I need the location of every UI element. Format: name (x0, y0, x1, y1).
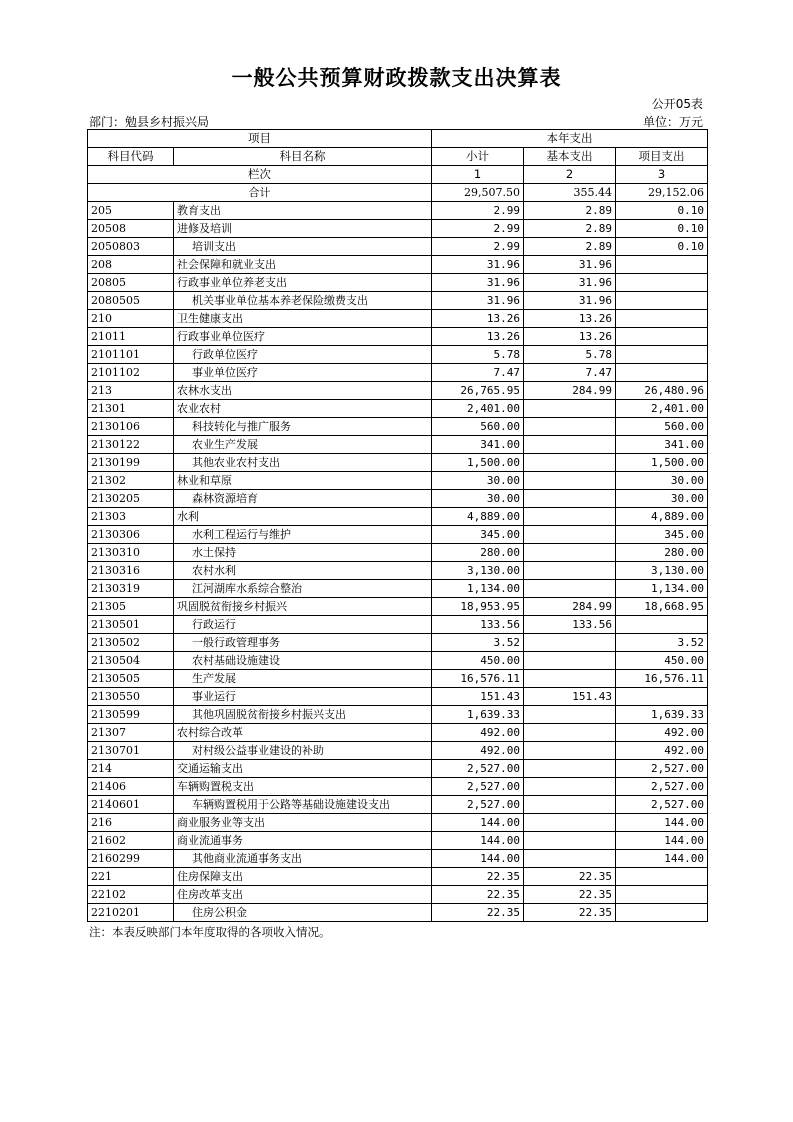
row-project: 4,889.00 (616, 508, 708, 526)
row-project (616, 364, 708, 382)
table-row (88, 832, 708, 850)
table-row (88, 688, 708, 706)
table-row (88, 508, 708, 526)
row-subtotal: 2.99 (432, 238, 524, 256)
row-subtotal: 1,500.00 (432, 454, 524, 472)
unit-label: 单位：万元 (642, 115, 703, 129)
row-subtotal: 1,639.33 (432, 706, 524, 724)
row-basic (524, 850, 616, 868)
row-subtotal: 18,953.95 (432, 598, 524, 616)
row-basic (524, 472, 616, 490)
row-project: 345.00 (616, 526, 708, 544)
column-number-1: 1 (432, 166, 524, 184)
row-code: 2160299 (88, 850, 174, 868)
table-row (88, 886, 708, 904)
row-name: 社会保障和就业支出 (174, 256, 432, 274)
footnote: 注：本表反映部门本年度取得的各项收入情况。 (89, 925, 331, 939)
table-row (88, 526, 708, 544)
column-number-label: 栏次 (88, 166, 432, 184)
row-subtotal: 2.99 (432, 220, 524, 238)
table-row (88, 562, 708, 580)
row-name: 卫生健康支出 (174, 310, 432, 328)
row-name: 水土保持 (174, 544, 432, 562)
department-label: 部门：勉县乡村振兴局 (89, 115, 210, 129)
row-project (616, 346, 708, 364)
row-code: 2101102 (88, 364, 174, 382)
row-subtotal: 2,527.00 (432, 796, 524, 814)
row-code: 2130319 (88, 580, 174, 598)
total-basic: 355.44 (524, 184, 616, 202)
row-basic (524, 670, 616, 688)
table-row (88, 418, 708, 436)
row-basic: 22.35 (524, 904, 616, 922)
table-row (88, 706, 708, 724)
row-basic (524, 454, 616, 472)
row-project: 280.00 (616, 544, 708, 562)
row-subtotal: 3.52 (432, 634, 524, 652)
row-subtotal: 2.99 (432, 202, 524, 220)
row-code: 21406 (88, 778, 174, 796)
row-name: 农业农村 (174, 400, 432, 418)
row-subtotal: 2,527.00 (432, 778, 524, 796)
header-row-3 (88, 166, 708, 184)
row-subtotal: 7.47 (432, 364, 524, 382)
row-name: 交通运输支出 (174, 760, 432, 778)
total-project: 29,152.06 (616, 184, 708, 202)
row-code: 2210201 (88, 904, 174, 922)
row-project: 492.00 (616, 742, 708, 760)
total-row (88, 184, 708, 202)
row-project (616, 886, 708, 904)
row-basic: 22.35 (524, 886, 616, 904)
row-code: 2130316 (88, 562, 174, 580)
row-project: 18,668.95 (616, 598, 708, 616)
row-project: 144.00 (616, 850, 708, 868)
row-subtotal: 4,889.00 (432, 508, 524, 526)
row-code: 21303 (88, 508, 174, 526)
row-name: 机关事业单位基本养老保险缴费支出 (174, 292, 432, 310)
row-project: 2,401.00 (616, 400, 708, 418)
row-code: 2130310 (88, 544, 174, 562)
table-row (88, 346, 708, 364)
row-name: 商业服务业等支出 (174, 814, 432, 832)
row-subtotal: 144.00 (432, 814, 524, 832)
expenditure-table (87, 129, 708, 922)
row-subtotal: 450.00 (432, 652, 524, 670)
table-row (88, 634, 708, 652)
row-code: 2130599 (88, 706, 174, 724)
row-subtotal: 22.35 (432, 904, 524, 922)
header-current-year: 本年支出 (432, 130, 708, 148)
row-basic: 2.89 (524, 238, 616, 256)
row-project: 492.00 (616, 724, 708, 742)
header-row-2 (88, 148, 708, 166)
row-code: 2130122 (88, 436, 174, 454)
row-project (616, 688, 708, 706)
row-name: 事业运行 (174, 688, 432, 706)
row-basic: 22.35 (524, 868, 616, 886)
row-name: 行政事业单位养老支出 (174, 274, 432, 292)
row-code: 214 (88, 760, 174, 778)
row-code: 221 (88, 868, 174, 886)
row-basic: 133.56 (524, 616, 616, 634)
row-basic (524, 652, 616, 670)
table-row (88, 778, 708, 796)
row-project (616, 616, 708, 634)
table-row (88, 256, 708, 274)
table-row (88, 490, 708, 508)
table-row (88, 616, 708, 634)
table-row (88, 742, 708, 760)
row-basic (524, 778, 616, 796)
row-project (616, 292, 708, 310)
row-project: 144.00 (616, 832, 708, 850)
form-code: 公开05表 (651, 97, 703, 111)
row-name: 培训支出 (174, 238, 432, 256)
row-code: 2130205 (88, 490, 174, 508)
row-name: 住房改革支出 (174, 886, 432, 904)
table-row (88, 670, 708, 688)
row-project: 16,576.11 (616, 670, 708, 688)
row-code: 20805 (88, 274, 174, 292)
column-number-2: 2 (524, 166, 616, 184)
table-row (88, 652, 708, 670)
row-name: 行政运行 (174, 616, 432, 634)
header-name: 科目名称 (174, 148, 432, 166)
row-subtotal: 341.00 (432, 436, 524, 454)
row-basic (524, 760, 616, 778)
row-subtotal: 13.26 (432, 328, 524, 346)
row-code: 21011 (88, 328, 174, 346)
table-row (88, 400, 708, 418)
table-row (88, 796, 708, 814)
total-label: 合计 (88, 184, 432, 202)
row-code: 2130701 (88, 742, 174, 760)
row-code: 2130505 (88, 670, 174, 688)
row-name: 生产发展 (174, 670, 432, 688)
row-name: 行政单位医疗 (174, 346, 432, 364)
row-basic (524, 418, 616, 436)
row-project: 1,500.00 (616, 454, 708, 472)
row-project (616, 904, 708, 922)
row-code: 216 (88, 814, 174, 832)
row-project: 1,639.33 (616, 706, 708, 724)
row-name: 住房保障支出 (174, 868, 432, 886)
table-row (88, 364, 708, 382)
row-project: 450.00 (616, 652, 708, 670)
row-name: 巩固脱贫衔接乡村振兴 (174, 598, 432, 616)
row-project: 30.00 (616, 490, 708, 508)
row-name: 一般行政管理事务 (174, 634, 432, 652)
row-code: 205 (88, 202, 174, 220)
row-code: 2130550 (88, 688, 174, 706)
row-name: 农村综合改革 (174, 724, 432, 742)
row-basic (524, 544, 616, 562)
table-row (88, 454, 708, 472)
row-basic: 284.99 (524, 382, 616, 400)
row-name: 行政事业单位医疗 (174, 328, 432, 346)
row-subtotal: 5.78 (432, 346, 524, 364)
row-project: 30.00 (616, 472, 708, 490)
row-project (616, 868, 708, 886)
row-subtotal: 2,527.00 (432, 760, 524, 778)
row-project: 560.00 (616, 418, 708, 436)
page-title: 一般公共预算财政拨款支出决算表 (231, 66, 562, 90)
row-subtotal: 30.00 (432, 472, 524, 490)
table-row (88, 904, 708, 922)
column-number-3: 3 (616, 166, 708, 184)
header-item: 项目 (88, 130, 432, 148)
row-basic (524, 400, 616, 418)
row-basic: 31.96 (524, 256, 616, 274)
row-project: 0.10 (616, 238, 708, 256)
row-name: 其他农业农村支出 (174, 454, 432, 472)
row-basic: 7.47 (524, 364, 616, 382)
row-code: 21305 (88, 598, 174, 616)
row-project: 3,130.00 (616, 562, 708, 580)
table-row (88, 292, 708, 310)
table-row (88, 382, 708, 400)
row-subtotal: 133.56 (432, 616, 524, 634)
row-name: 对村级公益事业建设的补助 (174, 742, 432, 760)
table-row (88, 238, 708, 256)
header-subtotal: 小计 (432, 148, 524, 166)
row-name: 教育支出 (174, 202, 432, 220)
row-basic (524, 562, 616, 580)
row-name: 农业生产发展 (174, 436, 432, 454)
row-project: 341.00 (616, 436, 708, 454)
row-basic (524, 526, 616, 544)
row-subtotal: 1,134.00 (432, 580, 524, 598)
row-basic: 284.99 (524, 598, 616, 616)
row-basic: 5.78 (524, 346, 616, 364)
row-subtotal: 151.43 (432, 688, 524, 706)
row-subtotal: 22.35 (432, 868, 524, 886)
row-name: 森林资源培育 (174, 490, 432, 508)
row-name: 其他商业流通事务支出 (174, 850, 432, 868)
row-code: 2130501 (88, 616, 174, 634)
row-name: 农林水支出 (174, 382, 432, 400)
row-basic (524, 490, 616, 508)
row-name: 农村水利 (174, 562, 432, 580)
row-subtotal: 22.35 (432, 886, 524, 904)
row-code: 208 (88, 256, 174, 274)
table-row (88, 202, 708, 220)
row-project (616, 328, 708, 346)
row-project (616, 256, 708, 274)
row-subtotal: 345.00 (432, 526, 524, 544)
table-row (88, 310, 708, 328)
table-row (88, 328, 708, 346)
table-row (88, 850, 708, 868)
row-name: 科技转化与推广服务 (174, 418, 432, 436)
table-row (88, 472, 708, 490)
table-row (88, 580, 708, 598)
row-name: 水利工程运行与维护 (174, 526, 432, 544)
row-code: 210 (88, 310, 174, 328)
row-code: 21302 (88, 472, 174, 490)
row-code: 21602 (88, 832, 174, 850)
row-subtotal: 3,130.00 (432, 562, 524, 580)
row-basic (524, 436, 616, 454)
row-basic (524, 724, 616, 742)
header-code: 科目代码 (88, 148, 174, 166)
row-code: 2140601 (88, 796, 174, 814)
row-code: 2130106 (88, 418, 174, 436)
table-row (88, 544, 708, 562)
row-name: 水利 (174, 508, 432, 526)
row-name: 进修及培训 (174, 220, 432, 238)
table-row (88, 814, 708, 832)
header-project: 项目支出 (616, 148, 708, 166)
row-basic: 13.26 (524, 310, 616, 328)
row-code: 21307 (88, 724, 174, 742)
row-subtotal: 280.00 (432, 544, 524, 562)
row-code: 20508 (88, 220, 174, 238)
row-code: 2080505 (88, 292, 174, 310)
row-basic: 31.96 (524, 292, 616, 310)
row-project: 1,134.00 (616, 580, 708, 598)
row-basic (524, 706, 616, 724)
row-name: 农村基础设施建设 (174, 652, 432, 670)
row-project: 0.10 (616, 220, 708, 238)
row-name: 商业流通事务 (174, 832, 432, 850)
row-name: 车辆购置税支出 (174, 778, 432, 796)
row-name: 车辆购置税用于公路等基础设施建设支出 (174, 796, 432, 814)
total-subtotal: 29,507.50 (432, 184, 524, 202)
header-basic: 基本支出 (524, 148, 616, 166)
row-code: 2130199 (88, 454, 174, 472)
table-row (88, 724, 708, 742)
row-basic (524, 832, 616, 850)
row-subtotal: 13.26 (432, 310, 524, 328)
row-basic (524, 814, 616, 832)
row-subtotal: 144.00 (432, 850, 524, 868)
row-subtotal: 144.00 (432, 832, 524, 850)
row-code: 21301 (88, 400, 174, 418)
row-basic: 2.89 (524, 220, 616, 238)
row-code: 2101101 (88, 346, 174, 364)
row-project (616, 274, 708, 292)
row-subtotal: 31.96 (432, 256, 524, 274)
row-project: 0.10 (616, 202, 708, 220)
row-basic (524, 508, 616, 526)
row-subtotal: 26,765.95 (432, 382, 524, 400)
row-basic (524, 796, 616, 814)
row-subtotal: 492.00 (432, 742, 524, 760)
row-subtotal: 2,401.00 (432, 400, 524, 418)
row-name: 林业和草原 (174, 472, 432, 490)
table-row (88, 436, 708, 454)
table-row (88, 274, 708, 292)
row-basic: 2.89 (524, 202, 616, 220)
row-project (616, 310, 708, 328)
row-name: 江河湖库水系综合整治 (174, 580, 432, 598)
row-subtotal: 31.96 (432, 292, 524, 310)
row-project: 26,480.96 (616, 382, 708, 400)
row-subtotal: 30.00 (432, 490, 524, 508)
row-name: 住房公积金 (174, 904, 432, 922)
row-basic (524, 580, 616, 598)
row-code: 22102 (88, 886, 174, 904)
row-basic (524, 742, 616, 760)
row-basic: 31.96 (524, 274, 616, 292)
table-row (88, 760, 708, 778)
table-row (88, 868, 708, 886)
row-subtotal: 492.00 (432, 724, 524, 742)
row-name: 事业单位医疗 (174, 364, 432, 382)
row-subtotal: 560.00 (432, 418, 524, 436)
row-code: 2130504 (88, 652, 174, 670)
row-basic: 151.43 (524, 688, 616, 706)
row-code: 213 (88, 382, 174, 400)
row-code: 2130502 (88, 634, 174, 652)
row-code: 2050803 (88, 238, 174, 256)
row-project: 3.52 (616, 634, 708, 652)
row-basic: 13.26 (524, 328, 616, 346)
row-name: 其他巩固脱贫衔接乡村振兴支出 (174, 706, 432, 724)
row-project: 2,527.00 (616, 760, 708, 778)
table-row (88, 220, 708, 238)
table-row (88, 598, 708, 616)
row-code: 2130306 (88, 526, 174, 544)
row-subtotal: 16,576.11 (432, 670, 524, 688)
row-project: 144.00 (616, 814, 708, 832)
row-basic (524, 634, 616, 652)
row-subtotal: 31.96 (432, 274, 524, 292)
row-project: 2,527.00 (616, 778, 708, 796)
header-row-1 (88, 130, 708, 148)
row-project: 2,527.00 (616, 796, 708, 814)
